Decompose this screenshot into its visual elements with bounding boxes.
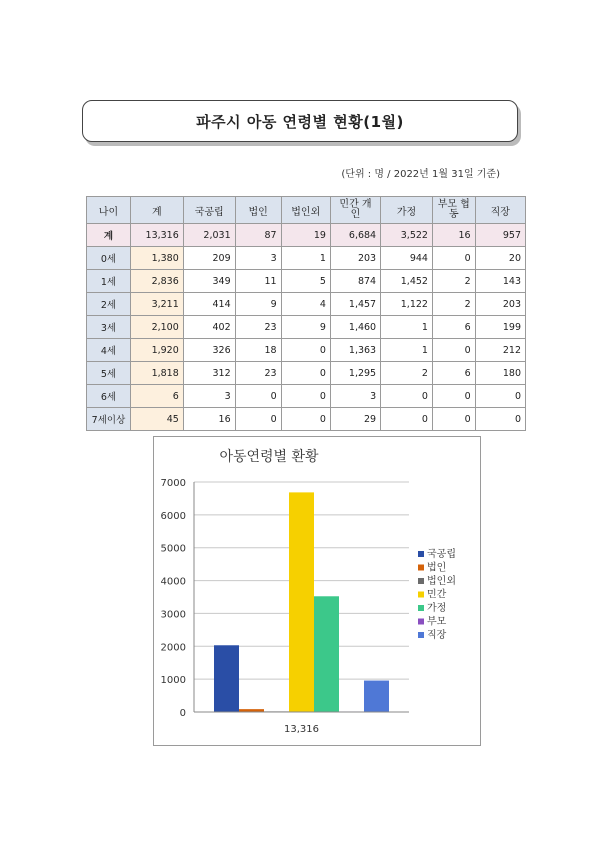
legend-swatch: [418, 632, 424, 638]
value-cell: 6,684: [330, 224, 380, 247]
table-row: [87, 293, 526, 316]
col-header-parent-coop: 부모 협동: [432, 197, 475, 224]
value-cell: 1,452: [381, 270, 433, 293]
col-header-home: 가정: [381, 197, 433, 224]
value-cell: 1,380: [130, 247, 183, 270]
col-header-age: 나이: [87, 197, 131, 224]
row-label-cell: 7세이상: [87, 408, 131, 431]
value-cell: 18: [235, 339, 281, 362]
col-header-corporate: 법인: [235, 197, 281, 224]
bar-7: [364, 681, 389, 712]
bar-chart: [154, 437, 480, 745]
value-cell: 0: [475, 408, 525, 431]
value-cell: 957: [475, 224, 525, 247]
legend-swatch: [418, 565, 424, 571]
value-cell: 199: [475, 316, 525, 339]
value-cell: 3,522: [381, 224, 433, 247]
value-cell: 0: [381, 408, 433, 431]
legend-label: 법인: [427, 562, 447, 574]
y-tick-label: 6000: [160, 510, 186, 522]
chart-title: 아동연령별 환황: [219, 449, 319, 465]
y-tick-label: 2000: [160, 642, 186, 654]
bar-1: [214, 645, 239, 712]
value-cell: 414: [183, 293, 235, 316]
value-cell: 19: [281, 224, 330, 247]
value-cell: 1,460: [330, 316, 380, 339]
value-cell: 1,363: [330, 339, 380, 362]
bar-4: [289, 492, 314, 712]
y-tick-label: 4000: [160, 576, 186, 588]
value-cell: 944: [381, 247, 433, 270]
value-cell: 874: [330, 270, 380, 293]
value-cell: 1,457: [330, 293, 380, 316]
value-cell: 0: [281, 339, 330, 362]
table-row: [87, 270, 526, 293]
value-cell: 2,031: [183, 224, 235, 247]
value-cell: 11: [235, 270, 281, 293]
legend-label: 직장: [427, 630, 447, 641]
value-cell: 3: [330, 385, 380, 408]
document-title: 파주시 아동 연령별 현황(1월): [82, 100, 518, 142]
table-row: [87, 339, 526, 362]
y-tick-label: 1000: [160, 675, 186, 687]
legend-swatch: [418, 619, 424, 625]
col-header-national-public: 국공립: [183, 197, 235, 224]
row-label-cell: 2세: [87, 293, 131, 316]
value-cell: 13,316: [130, 224, 183, 247]
value-cell: 2: [432, 270, 475, 293]
x-category-label: 13,316: [284, 724, 319, 735]
value-cell: 212: [475, 339, 525, 362]
legend-swatch: [418, 605, 424, 611]
col-header-non-corporate: 법인외: [281, 197, 330, 224]
table-row: [87, 385, 526, 408]
value-cell: 0: [235, 408, 281, 431]
value-cell: 2,100: [130, 316, 183, 339]
value-cell: 1: [381, 339, 433, 362]
value-cell: 0: [432, 247, 475, 270]
chart-container: [153, 436, 481, 746]
value-cell: 143: [475, 270, 525, 293]
row-label-cell: 4세: [87, 339, 131, 362]
table-total-row: [87, 224, 526, 247]
value-cell: 1,295: [330, 362, 380, 385]
col-header-private: 민간 개인: [330, 197, 380, 224]
table-header-row: [87, 197, 526, 224]
value-cell: 5: [281, 270, 330, 293]
value-cell: 1: [381, 316, 433, 339]
value-cell: 45: [130, 408, 183, 431]
legend-swatch: [418, 592, 424, 598]
y-tick-label: 5000: [160, 543, 186, 555]
value-cell: 0: [475, 385, 525, 408]
legend-label: 가정: [427, 603, 447, 614]
table-row: [87, 362, 526, 385]
value-cell: 0: [381, 385, 433, 408]
row-label-cell: 0세: [87, 247, 131, 270]
value-cell: 3,211: [130, 293, 183, 316]
y-tick-label: 3000: [160, 609, 186, 621]
value-cell: 6: [130, 385, 183, 408]
value-cell: 0: [432, 339, 475, 362]
table-row: [87, 247, 526, 270]
value-cell: 20: [475, 247, 525, 270]
col-header-workplace: 직장: [475, 197, 525, 224]
value-cell: 203: [330, 247, 380, 270]
y-tick-label: 7000: [160, 478, 186, 489]
legend-label: 부모: [427, 616, 447, 628]
value-cell: 0: [281, 408, 330, 431]
value-cell: 23: [235, 362, 281, 385]
legend-label: 국공립: [427, 549, 456, 560]
value-cell: 6: [432, 362, 475, 385]
legend-label: 민간: [427, 589, 447, 601]
row-label-cell: 5세: [87, 362, 131, 385]
value-cell: 1: [281, 247, 330, 270]
value-cell: 6: [432, 316, 475, 339]
table-row: [87, 408, 526, 431]
value-cell: 29: [330, 408, 380, 431]
value-cell: 209: [183, 247, 235, 270]
unit-note: (단위 : 명 / 2022년 1월 31일 기준): [341, 169, 500, 180]
value-cell: 1,122: [381, 293, 433, 316]
col-header-total: 계: [130, 197, 183, 224]
value-cell: 0: [432, 385, 475, 408]
value-cell: 4: [281, 293, 330, 316]
value-cell: 0: [281, 362, 330, 385]
value-cell: 0: [235, 385, 281, 408]
value-cell: 326: [183, 339, 235, 362]
age-status-table: [86, 196, 526, 431]
row-label-cell: 3세: [87, 316, 131, 339]
value-cell: 203: [475, 293, 525, 316]
legend-swatch: [418, 551, 424, 557]
value-cell: 312: [183, 362, 235, 385]
value-cell: 0: [432, 408, 475, 431]
value-cell: 16: [183, 408, 235, 431]
y-tick-label: 0: [179, 708, 186, 719]
value-cell: 2: [432, 293, 475, 316]
value-cell: 402: [183, 316, 235, 339]
value-cell: 87: [235, 224, 281, 247]
value-cell: 2: [381, 362, 433, 385]
value-cell: 3: [183, 385, 235, 408]
row-label-cell: 계: [87, 224, 131, 247]
legend-label: 법인외: [427, 576, 456, 587]
bar-5: [314, 596, 339, 712]
value-cell: 180: [475, 362, 525, 385]
value-cell: 23: [235, 316, 281, 339]
legend-swatch: [418, 578, 424, 584]
row-label-cell: 1세: [87, 270, 131, 293]
value-cell: 16: [432, 224, 475, 247]
value-cell: 0: [281, 385, 330, 408]
value-cell: 9: [235, 293, 281, 316]
row-label-cell: 6세: [87, 385, 131, 408]
value-cell: 1,920: [130, 339, 183, 362]
value-cell: 349: [183, 270, 235, 293]
value-cell: 9: [281, 316, 330, 339]
table-row: [87, 316, 526, 339]
value-cell: 3: [235, 247, 281, 270]
value-cell: 1,818: [130, 362, 183, 385]
value-cell: 2,836: [130, 270, 183, 293]
